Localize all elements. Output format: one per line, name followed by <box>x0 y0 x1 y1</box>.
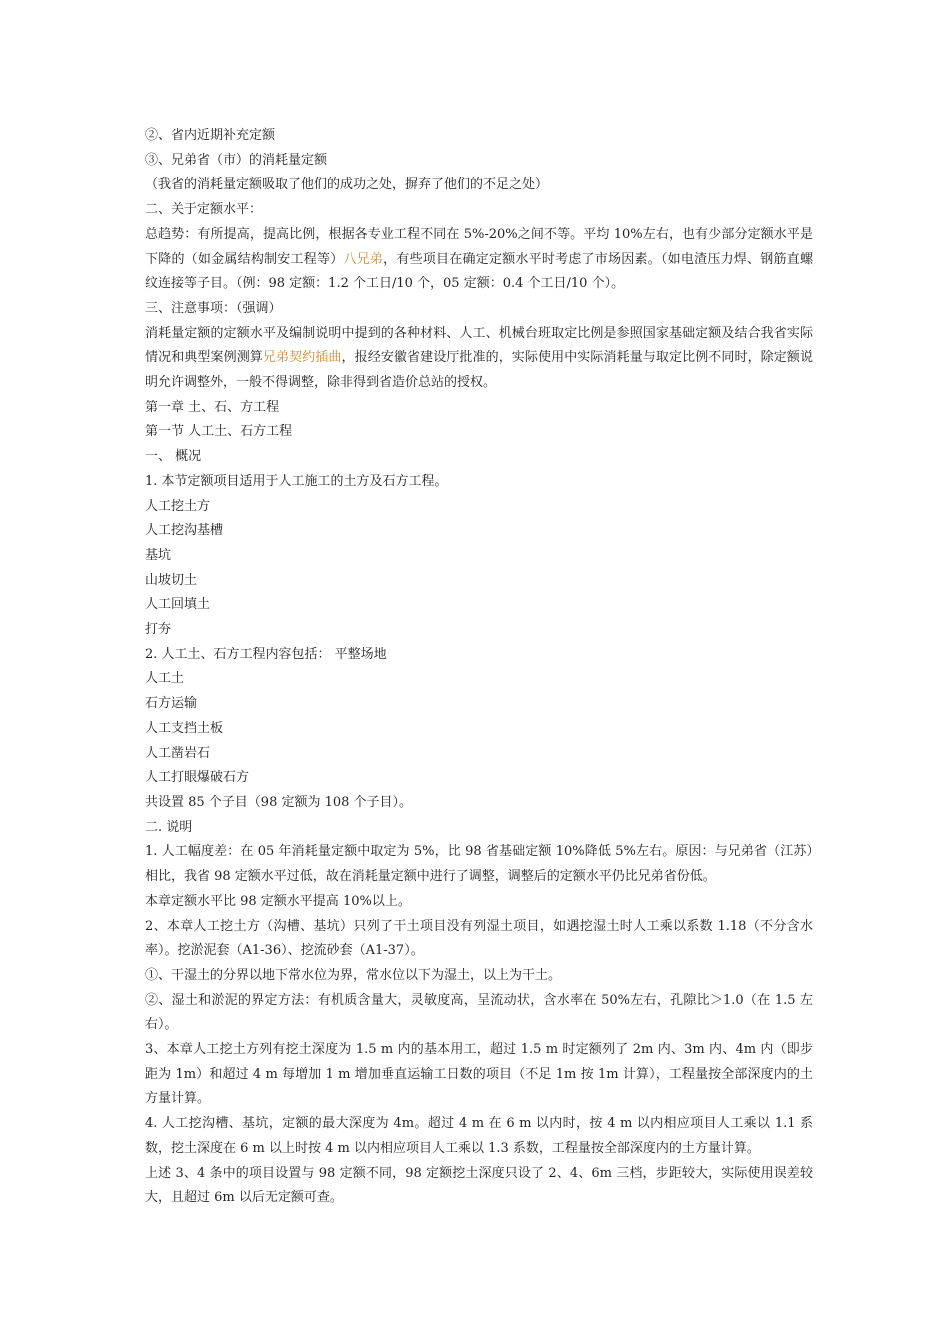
text-line: 共设置 85 个子目（98 定额为 108 个子目）。 <box>145 794 413 810</box>
list-item: 人工回填土 <box>145 597 211 613</box>
paragraph-text: ，报经安徽省建设厅批准的，实际使用中实际消耗量与取定比例不同时，除定额说明允许调整外，一般不得调整，除非得到省造价总站的授权。 <box>145 350 813 391</box>
text-line: ③、兄弟省（市）的消耗量定额 <box>145 152 328 168</box>
text-line: 2. 人工土、石方工程内容包括： 平整场地 <box>145 646 387 662</box>
paragraph-labor-margin: 1. 人工幅度差：在 05 年消耗量定额中取定为 5%，比 98 省基础定额 10%降低 5%左右。原因：与兄弟省（江苏）相比，我省 98 定额水平过低，故在消耗量定额中进行了调整，调整后的定额水平仍比兄弟省份低。 <box>145 844 813 885</box>
document-body <box>145 124 813 1211</box>
paragraph-wet-soil: 2、本章人工挖土方（沟槽、基坑）只列了干土项目没有列湿土项目，如遇挖湿土时人工乘以系数 1.18（不分含水率）。挖淤泥套（A1-36）、挖流砂套（A1-37）。 <box>145 918 813 959</box>
paragraph-text: 总趋势：有所提高，提高比例，根据各专业工程不同在 5%-20%之间不等。平均 10%左右，也有少部分定额水平是下降的（如金属结构制安工程等） <box>145 226 813 267</box>
list-item: 人工凿岩石 <box>145 745 211 761</box>
paragraph-text: ，有些项目在确定定额水平时考虑了市场因素。（如电渣压力焊、钢筋直螺纹连接等子目。（例：98 定额：1.2 个工日/10 个，05 定额：0.4 个工日/10 个）。 <box>145 251 813 292</box>
paragraph-notice <box>145 322 813 396</box>
text-line: ①、干湿土的分界以地下常水位为界，常水位以下为湿土，以上为干土。 <box>145 967 562 983</box>
list-item: 人工支挡土板 <box>145 720 224 736</box>
chapter-heading: 第一章 土、石、方工程 <box>145 399 280 415</box>
inline-link[interactable]: 兄弟契约插曲 <box>262 350 342 366</box>
paragraph-comparison: 上述 3、4 条中的项目设置与 98 定额不同，98 定额挖土深度只设了 2、4、6m 三档，步距较大，实际使用误差较大，且超过 6m 以后无定额可查。 <box>145 1165 813 1206</box>
text-line: 本章定额水平比 98 定额水平提高 10%以上。 <box>145 893 411 909</box>
paragraph-quota-trend <box>145 223 813 297</box>
list-item: 人工土 <box>145 671 185 687</box>
inline-link[interactable]: 八兄弟 <box>343 251 384 267</box>
list-item: 石方运输 <box>145 696 198 712</box>
section-heading: 三、注意事项：（强调） <box>145 300 282 316</box>
list-item: 山坡切土 <box>145 572 198 588</box>
section-heading: 一、 概况 <box>145 449 202 465</box>
text-line: ②、省内近期补充定额 <box>145 128 276 143</box>
text-line: 1. 本节定额项目适用于人工施工的土方及石方工程。 <box>145 473 448 489</box>
list-item: 打夯 <box>145 622 172 638</box>
section-heading: 二、关于定额水平： <box>145 202 263 218</box>
section-heading: 二. 说明 <box>145 819 193 835</box>
list-item: 人工挖沟基槽 <box>145 523 224 539</box>
paragraph-text: 消耗量定额的定额水平及编制说明中提到的各种材料、人工、机械台班取定比例是参照国家基础定额及结合我省实际情况和典型案例测算 <box>145 325 813 366</box>
paragraph-silt: ②、湿土和淤泥的界定方法：有机质含量大，灵敏度高，呈流动状，含水率在 50%左右，孔隙比＞1.0（在 1.5 左右）。 <box>145 992 813 1033</box>
list-item: 基坑 <box>145 547 172 563</box>
paragraph-trench: 4. 人工挖沟槽、基坑，定额的最大深度为 4m。超过 4 m 在 6 m 以内时，按 4 m 以内相应项目人工乘以 1.1 系数，挖土深度在 6 m 以上时按 4 m 以内相应项目人工乘以 1.3 系数，工程量按全部深度内的土方量计算。 <box>145 1116 813 1156</box>
list-item: 人工挖土方 <box>145 498 211 514</box>
section-heading: 第一节 人工土、石方工程 <box>145 424 293 440</box>
list-item: 人工打眼爆破石方 <box>145 770 250 786</box>
paragraph-depth: 3、本章人工挖土方列有挖土深度为 1.5 m 内的基本用工，超过 1.5 m 时定额列了 2m 内、3m 内、4m 内（即步距为 1m）和超过 4 m 每增加 1 m 增加垂直运输工日数的项目（不足 1m 按 1m 计算），工程量按全部深度内的土方量计算。 <box>145 1042 813 1107</box>
text-line: （我省的消耗量定额吸取了他们的成功之处，摒弃了他们的不足之处） <box>145 177 549 193</box>
